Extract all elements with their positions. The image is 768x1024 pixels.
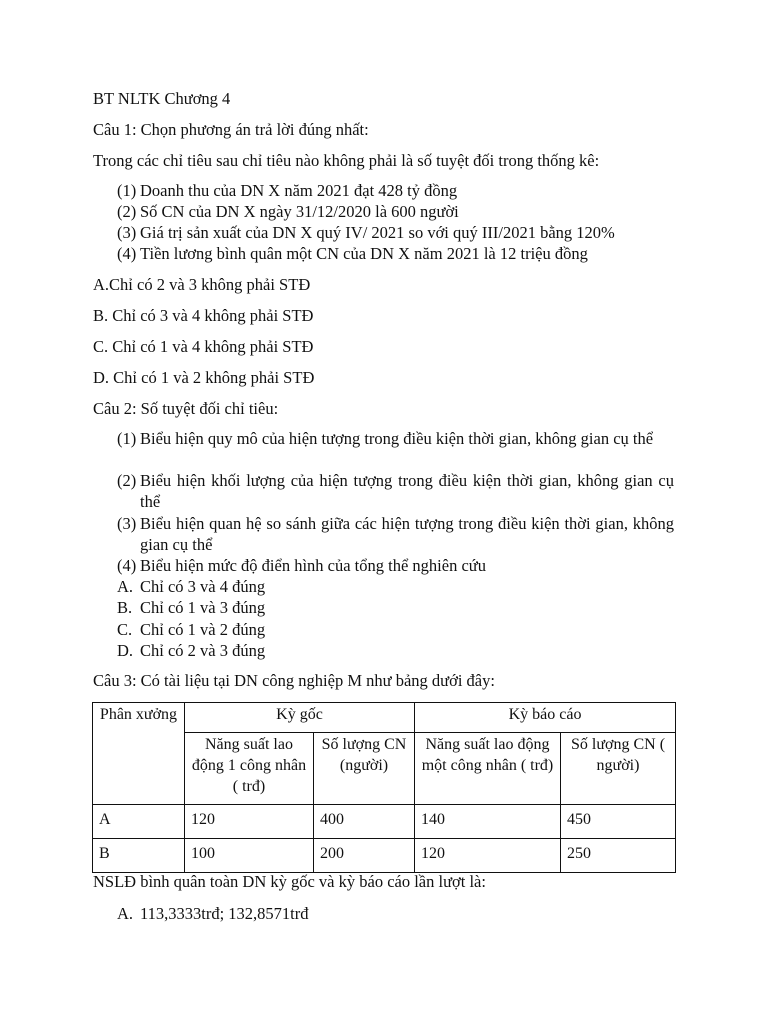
table-cell: 200	[314, 839, 415, 873]
table-cell: 100	[185, 839, 314, 873]
header-base-workers: Số lượng CN (người)	[314, 733, 415, 805]
header-report-workers: Số lượng CN ( người)	[561, 733, 676, 805]
list-item: Tiền lương bình quân một CN của DN X năm 2021 là 12 triệu đồng	[140, 244, 588, 263]
list-item: Biểu hiện quan hệ so sánh giữa các hiện tượng trong điều kiện thời gian, không gian cụ thể	[140, 514, 674, 554]
list-item-number: (4)	[117, 244, 137, 263]
option-letter: A.	[117, 904, 134, 923]
option-letter: C.	[117, 620, 133, 639]
option-text: Chỉ có 1 và 3 đúng	[140, 598, 266, 617]
question-1-option-d: D. Chỉ có 1 và 2 không phải STĐ	[93, 368, 315, 387]
option-letter: D.	[117, 641, 134, 660]
list-item-number: (4)	[117, 556, 137, 575]
question-1-option-a: A.Chỉ có 2 và 3 không phải STĐ	[93, 275, 311, 294]
list-item-number: (2)	[117, 471, 137, 490]
header-report-period: Kỳ báo cáo	[415, 703, 676, 733]
table-cell: 450	[561, 805, 676, 839]
table-cell-name: B	[93, 839, 185, 873]
list-item-number: (1)	[117, 181, 137, 200]
header-report-productivity: Năng suất lao động một công nhân ( trđ)	[415, 733, 561, 805]
table-cell: 120	[185, 805, 314, 839]
table-cell: 120	[415, 839, 561, 873]
option-letter: B.	[117, 598, 133, 617]
question-1-intro: Trong các chỉ tiêu sau chỉ tiêu nào không phải là số tuyệt đối trong thống kê:	[93, 151, 600, 170]
list-item-number: (3)	[117, 223, 137, 242]
option-text: Chỉ có 2 và 3 đúng	[140, 641, 266, 660]
question-3-question: NSLĐ bình quân toàn DN kỳ gốc và kỳ báo cáo lần lượt là:	[93, 872, 486, 891]
list-item: Biểu hiện mức độ điển hình của tổng thể nghiên cứu	[140, 556, 486, 575]
list-item: Biểu hiện khối lượng của hiện tượng trong điều kiện thời gian, không gian cụ thể	[140, 471, 674, 511]
data-table	[92, 702, 676, 873]
list-item: Doanh thu của DN X năm 2021 đạt 428 tỷ đồng	[140, 181, 458, 200]
list-item-number: (2)	[117, 202, 137, 221]
list-item: Biểu hiện quy mô của hiện tượng trong điều kiện thời gian, không gian cụ thể	[140, 429, 654, 448]
list-item: Số CN của DN X ngày 31/12/2020 là 600 người	[140, 202, 459, 221]
header-base-period: Kỳ gốc	[185, 703, 415, 733]
table-cell-name: A	[93, 805, 185, 839]
question-1-heading: Câu 1: Chọn phương án trả lời đúng nhất:	[93, 120, 369, 139]
table-cell: 140	[415, 805, 561, 839]
header-base-productivity: Năng suất lao động 1 công nhân ( trđ)	[185, 733, 314, 805]
table-row	[93, 805, 676, 839]
question-3-heading: Câu 3: Có tài liệu tại DN công nghiệp M như bảng dưới đây:	[93, 671, 495, 690]
table-cell: 400	[314, 805, 415, 839]
list-item-number: (3)	[117, 514, 137, 533]
question-1-option-c: C. Chỉ có 1 và 4 không phải STĐ	[93, 337, 314, 356]
header-workshop: Phân xưởng	[93, 703, 185, 805]
option-text: 113,3333trđ; 132,8571trđ	[140, 904, 309, 923]
list-item-number: (1)	[117, 429, 137, 448]
question-2-heading: Câu 2: Số tuyệt đối chỉ tiêu:	[93, 399, 279, 418]
table-cell: 250	[561, 839, 676, 873]
option-letter: A.	[117, 577, 134, 596]
option-text: Chỉ có 1 và 2 đúng	[140, 620, 266, 639]
option-text: Chỉ có 3 và 4 đúng	[140, 577, 266, 596]
list-item: Giá trị sản xuất của DN X quý IV/ 2021 so với quý III/2021 bằng 120%	[140, 223, 615, 242]
question-1-option-b: B. Chỉ có 3 và 4 không phải STĐ	[93, 306, 314, 325]
document-title: BT NLTK Chương 4	[93, 89, 231, 108]
table-row	[93, 839, 676, 873]
